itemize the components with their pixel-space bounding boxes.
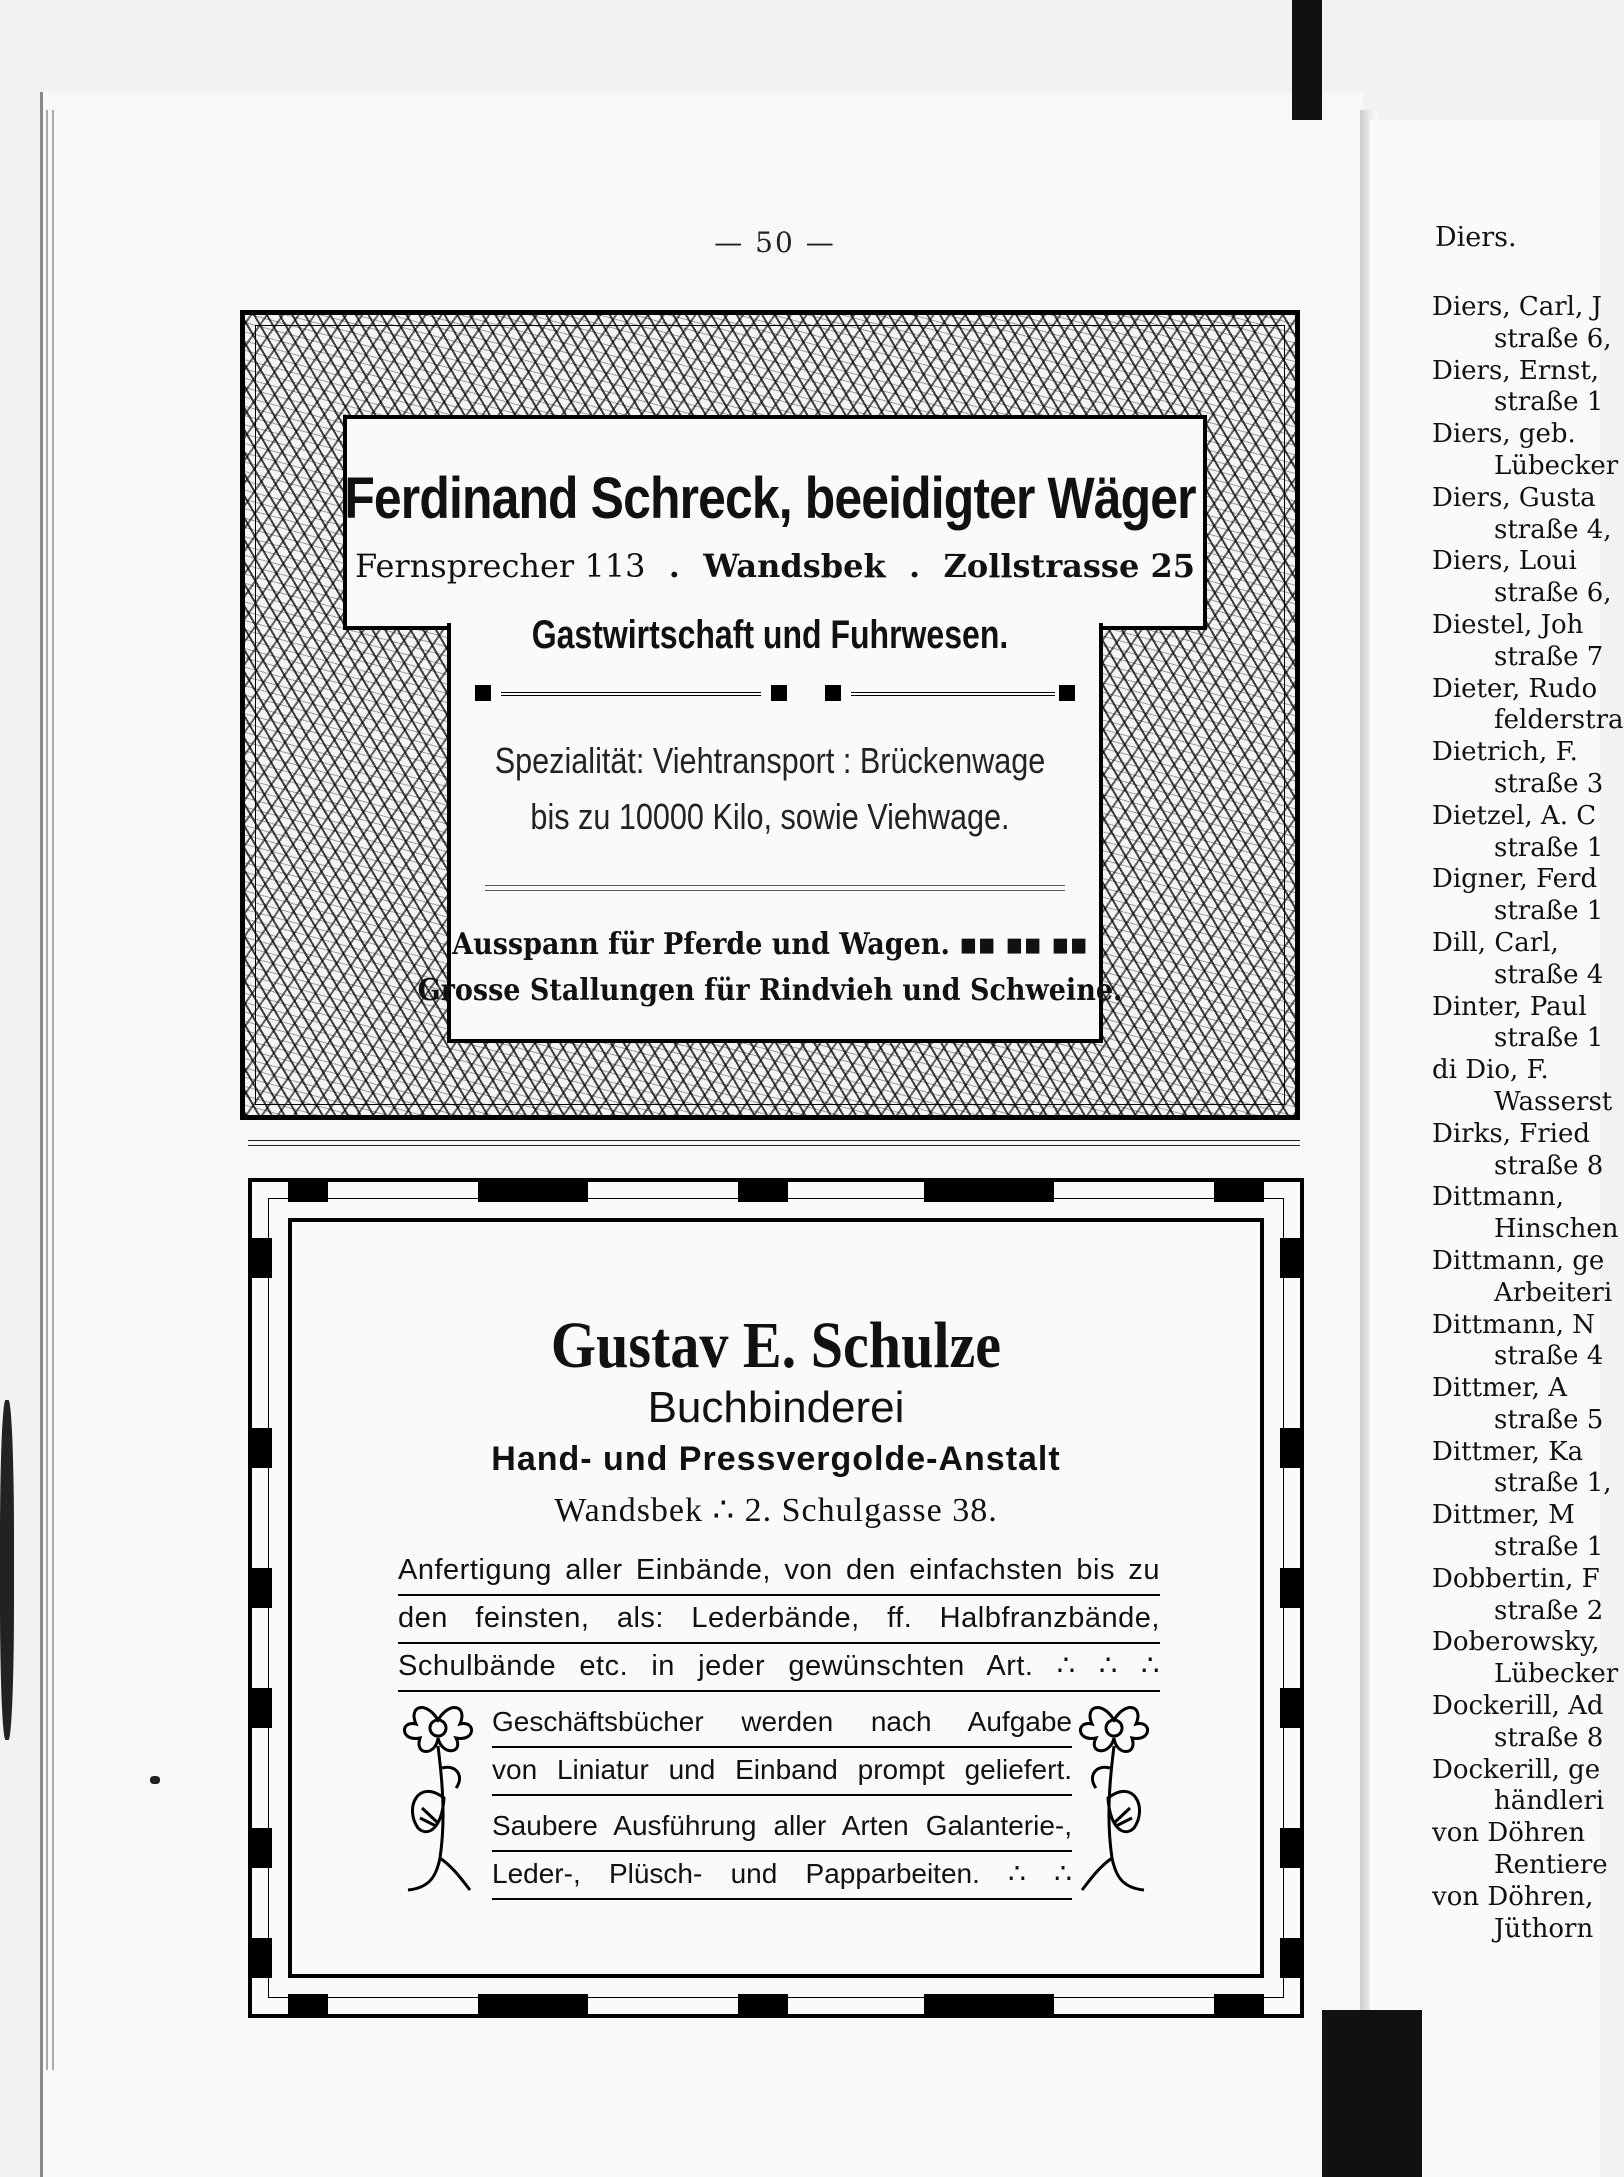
directory-line: Dockerill, Ad [1432, 1691, 1604, 1722]
border-block [252, 1688, 272, 1728]
ad-business: Gastwirtschaft und Fuhrwesen. [531, 613, 1009, 657]
desc-line: Anfertigung aller Einbände, von den einfachsten bis zu [398, 1548, 1160, 1596]
ad-title: Ferdinand Schreck, beeidigter Wäger [344, 466, 1196, 531]
directory-line: Hinschen [1494, 1214, 1619, 1245]
directory-line: Diers, Gusta [1432, 482, 1596, 513]
border-block [1280, 1828, 1300, 1868]
directory-line: straße 1, [1494, 1468, 1612, 1499]
page-edge [46, 110, 48, 2070]
phone: Fernsprecher 113 [355, 547, 646, 585]
directory-line: Dittmann, [1432, 1182, 1564, 1213]
flower-ornament-icon [1074, 1698, 1154, 1898]
directory-line: Dietrich, F. [1432, 737, 1578, 768]
directory-line: Dieter, Rudo [1432, 673, 1598, 704]
directory-line: straße 2 [1494, 1595, 1604, 1626]
directory-line: straße 6, [1494, 578, 1612, 609]
directory-line: straße 8 [1494, 1150, 1604, 1181]
directory-line: Arbeiteri [1494, 1277, 1613, 1308]
directory-line: Diers, Loui [1432, 546, 1577, 577]
directory-line: straße 7 [1494, 641, 1604, 672]
ad-address: Wandsbek ∴ 2. Schulgasse 38. [554, 1492, 998, 1529]
specialty-line: Spezialität: Viehtransport : Brückenwage [494, 740, 1046, 781]
border-block [1280, 1568, 1300, 1608]
directory-line: Diers, geb. [1432, 419, 1576, 450]
directory-line: Lübecker [1494, 450, 1619, 481]
directory-line: Digner, Ferd [1432, 864, 1598, 895]
border-block [478, 1994, 588, 2014]
directory-line: straße 4 [1494, 959, 1604, 990]
directory-line: Dobbertin, F [1432, 1563, 1600, 1594]
ad-schulze [248, 1178, 1304, 2018]
separator: . [668, 547, 680, 585]
ad-contact-line [355, 547, 1195, 585]
directory-line: straße 1 [1494, 387, 1604, 418]
directory-line: straße 1 [1494, 832, 1604, 863]
directory-line: straße 1 [1494, 896, 1604, 927]
directory-line: Diestel, Joh [1432, 609, 1584, 640]
directory-line: Dill, Carl, [1432, 927, 1559, 958]
ad-description-2 [492, 1700, 1072, 1900]
desc-line: Saubere Ausführung aller Arten Galanterie-, [492, 1804, 1072, 1852]
ink-dot [150, 1776, 160, 1784]
ad-specialty [324, 733, 1217, 845]
border-block [252, 1828, 272, 1868]
directory-line: straße 1 [1494, 1023, 1604, 1054]
border-block [288, 1182, 328, 1202]
separator: . [909, 547, 921, 585]
directory-line: straße 4, [1494, 514, 1612, 545]
border-block [252, 1238, 272, 1278]
spacer [492, 1796, 1072, 1804]
desc-line: den feinsten, als: Lederbände, ff. Halbfranzbände, [398, 1596, 1160, 1644]
flower-ornament-icon [398, 1698, 478, 1898]
border-block [1280, 1688, 1300, 1728]
directory-line: straße 3 [1494, 768, 1604, 799]
directory-line: di Dio, F. [1432, 1055, 1549, 1086]
directory-line: Diers, Carl, J [1432, 292, 1602, 322]
directory-line: Dietzel, A. C [1432, 800, 1597, 831]
ornament-line [501, 692, 761, 696]
ornament-square [475, 685, 491, 701]
directory-line: Dittmer, M [1432, 1500, 1575, 1531]
ad-name: Gustav E. Schulze [550, 1309, 1002, 1382]
border-block [288, 1994, 328, 2014]
ornament-rule [475, 685, 1075, 703]
directory-line: Lübecker [1494, 1659, 1619, 1690]
directory-line: Dockerill, ge [1432, 1754, 1601, 1785]
border-block [1214, 1182, 1264, 1202]
border-block [478, 1182, 588, 1202]
directory-line: Diers, Ernst, [1432, 355, 1600, 386]
directory-line: straße 6, [1494, 323, 1612, 354]
ad-trade: Buchbinderei [647, 1383, 905, 1432]
directory-line: von Döhren [1432, 1818, 1586, 1849]
directory-line: straße 4 [1494, 1341, 1604, 1372]
ad-description [398, 1548, 1160, 1692]
border-block [738, 1182, 788, 1202]
directory-line: Doberowsky, [1432, 1627, 1600, 1658]
ornament-square [1059, 685, 1075, 701]
border-block [738, 1994, 788, 2014]
border-block [924, 1994, 1054, 2014]
directory-line: Jüthorn [1494, 1913, 1594, 1944]
scan-border-bottom [1322, 2010, 1422, 2177]
border-block [252, 1938, 272, 1978]
city: Wandsbek [703, 547, 886, 585]
directory-line: felderstra [1494, 705, 1624, 736]
directory-list [1432, 292, 1624, 1945]
divider-rule [248, 1140, 1300, 1146]
border-block [1214, 1994, 1264, 2014]
directory-line: Wasserst [1494, 1086, 1613, 1117]
separator-rule [485, 885, 1065, 891]
right-page-header: Diers. [1435, 222, 1517, 253]
street: Zollstrasse 25 [943, 547, 1195, 585]
page-edge [52, 110, 54, 2070]
desc-line: Leder-, Plüsch- und Papparbeiten. ∴ ∴ [492, 1852, 1072, 1900]
directory-line: straße 1 [1494, 1532, 1604, 1563]
desc-line: Schulbände etc. in jeder gewünschten Art. ∴ ∴ ∴ [398, 1644, 1160, 1692]
ad-line-ausspann: Ausspann für Pferde und Wagen. ▪▪ ▪▪ ▪▪ [452, 927, 1088, 962]
directory-line: händleri [1494, 1786, 1605, 1817]
directory-line: Dittmer, Ka [1432, 1436, 1584, 1467]
directory-line: straße 8 [1494, 1722, 1604, 1753]
specialty-line: bis zu 10000 Kilo, sowie Viehwage. [530, 796, 1010, 837]
spine-mark [0, 1400, 14, 1740]
ad-line-stallungen: Grosse Stallungen für Rindvieh und Schweine. [417, 973, 1123, 1008]
ad-schreck [240, 310, 1300, 1120]
ad-specialty: Hand- und Pressvergolde-Anstalt [491, 1440, 1061, 1478]
directory-line: Dittmann, N [1432, 1309, 1595, 1340]
border-block [252, 1568, 272, 1608]
directory-line: Dittmer, A [1432, 1373, 1567, 1404]
scan-border-top [1292, 0, 1322, 120]
ornament-line [851, 692, 1055, 696]
directory-line: Dirks, Fried [1432, 1118, 1591, 1149]
desc-line: von Liniatur und Einband prompt geliefert. [492, 1748, 1072, 1796]
ornament-square [825, 685, 841, 701]
desc-line: Geschäftsbücher werden nach Aufgabe [492, 1700, 1072, 1748]
directory-line: von Döhren, [1432, 1881, 1594, 1912]
border-block [1280, 1938, 1300, 1978]
border-block [1280, 1238, 1300, 1278]
border-block [924, 1182, 1054, 1202]
ornament-square [771, 685, 787, 701]
directory-line: Dinter, Paul [1432, 991, 1587, 1022]
directory-line: straße 5 [1494, 1404, 1604, 1435]
page-number: — 50 — [714, 226, 836, 259]
directory-line: Rentiere [1494, 1850, 1608, 1881]
directory-line: Dittmann, ge [1432, 1245, 1605, 1276]
